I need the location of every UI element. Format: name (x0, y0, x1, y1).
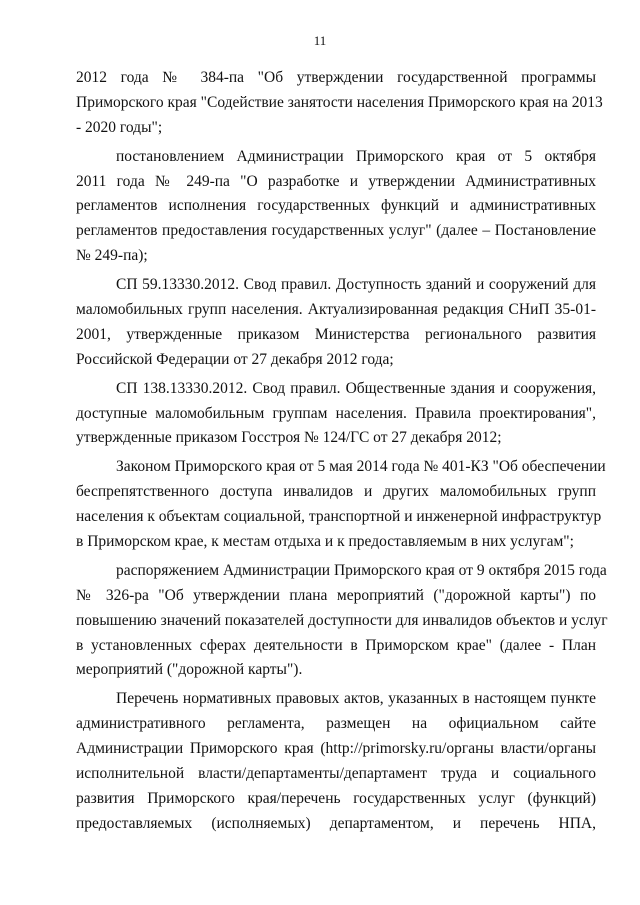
text-line: СП 59.13330.2012. Свод правил. Доступность зданий и сооружений для (116, 276, 596, 294)
text-line: Законом Приморского края от 5 мая 2014 года № 401-КЗ "Об обеспечении (116, 458, 606, 476)
paragraph-program-continuation (76, 66, 603, 141)
page-number: 11 (313, 33, 327, 48)
document-body (76, 66, 608, 837)
text-line: беспрепятственного доступа инвалидов и других маломобильных групп (76, 483, 596, 501)
text-line: маломобильных групп населения. Актуализированная редакция СНиП 35-01- (76, 301, 596, 319)
text-line: исполнительной власти/департаменты/департамент труда и социального (76, 765, 596, 783)
text-line: в установленных сферах деятельности в Приморском крае" (далее - План (76, 636, 596, 654)
text-line: 2001, утвержденные приказом Министерства регионального развития (76, 325, 596, 343)
text-line: административного регламента, размещен на официальном сайте (76, 715, 596, 733)
text-line: распоряжением Администрации Приморского края от 9 октября 2015 года (116, 561, 607, 579)
paragraph-sp-138 (76, 377, 596, 452)
text-line: повышению значений показателей доступности для инвалидов объектов и услуг (76, 611, 608, 629)
text-line: регламентов исполнения государственных функций и административных (76, 197, 596, 215)
paragraph-resolution-249 (76, 145, 596, 269)
text-line: населения к объектам социальной, транспортной и инженерной инфраструктур (76, 508, 602, 526)
text-line: 2012 года № 384-па "Об утверждении государственной программы (76, 69, 596, 86)
text-line: постановлением Администрации Приморского края от 5 октября (116, 147, 596, 165)
text-line: развития Приморского края/перечень государственных услуг (функций) (76, 789, 596, 807)
text-line: Российской Федерации от 27 декабря 2012 года; (76, 350, 394, 368)
text-line: регламентов предоставления государственных услуг" (далее – Постановление (76, 222, 596, 240)
text-line: Приморского края "Содействие занятости населения Приморского края на 2013 (76, 93, 603, 111)
text-line: утвержденные приказом Госстроя № 124/ГС от 27 декабря 2012; (76, 429, 502, 447)
text-line: № 249-па); (76, 247, 148, 265)
text-line: № 326-ра "Об утверждении плана мероприятий ("дорожной карты") по (76, 586, 596, 604)
text-line: СП 138.13330.2012. Свод правил. Общественные здания и сооружения, (116, 379, 596, 397)
paragraph-law-401 (76, 455, 606, 555)
text-line: доступные маломобильным группам населения. Правила проектирования", (76, 404, 596, 422)
paragraph-npa-list (76, 687, 596, 836)
text-line: предоставляемых (исполняемых) департаментом, и перечень НПА, (76, 814, 596, 832)
text-line: мероприятий ("дорожной карты"). (76, 661, 303, 679)
paragraph-sp-59 (76, 273, 596, 373)
text-line: Администрации Приморского края (http://primorsky.ru/органы власти/органы (76, 740, 596, 758)
text-line: 2011 года № 249-па "О разработке и утверждении Административных (76, 172, 596, 190)
paragraph-order-326 (76, 559, 608, 683)
text-line: - 2020 годы"; (76, 118, 163, 136)
text-line: в Приморском крае, к местам отдыха и к предоставляемым в них услугам"; (76, 533, 574, 551)
text-line: Перечень нормативных правовых актов, указанных в настоящем пункте (116, 690, 596, 708)
